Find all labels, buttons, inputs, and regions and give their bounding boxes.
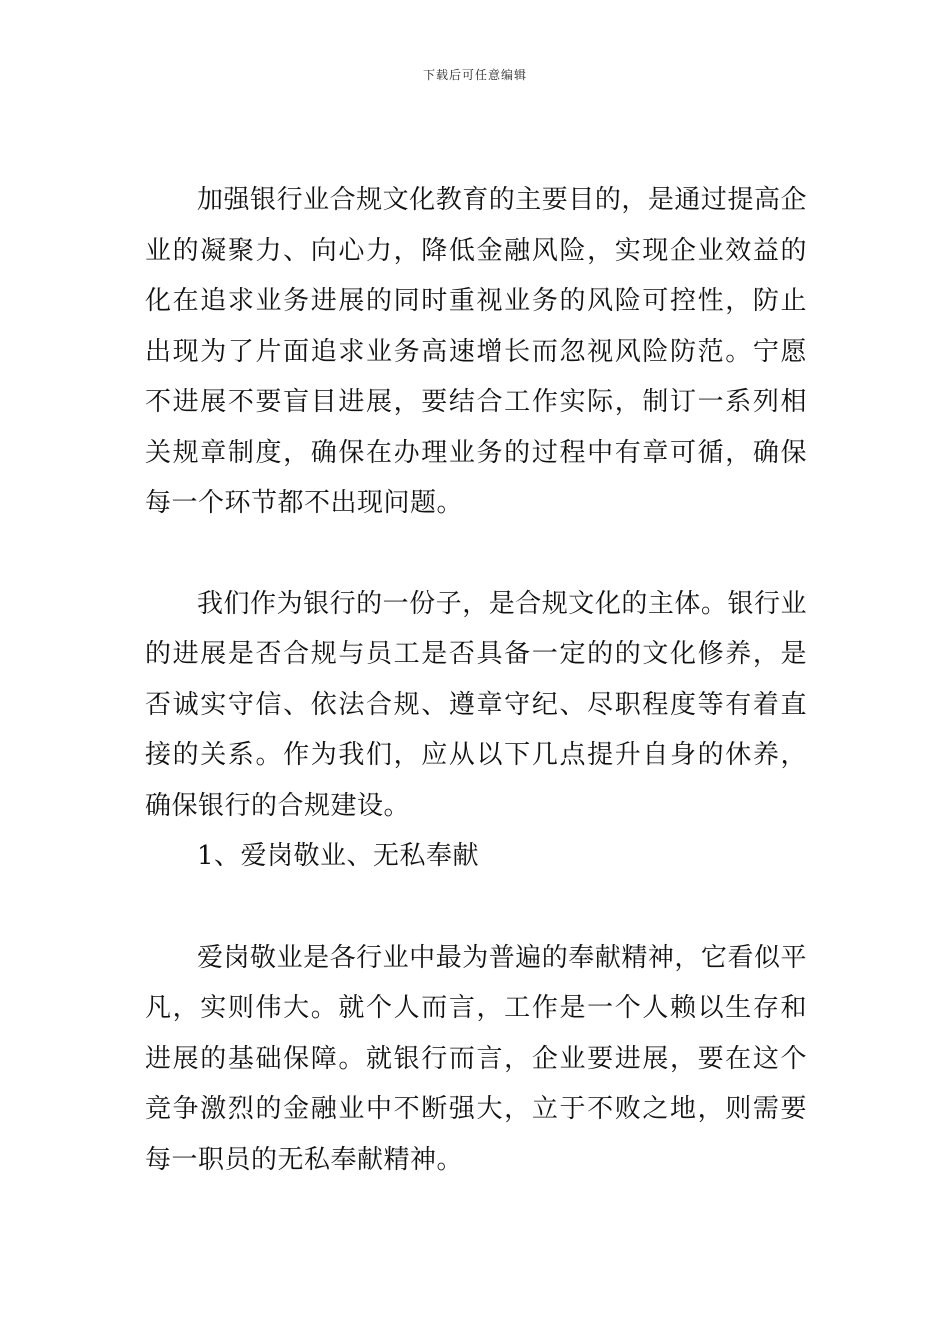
paragraph-dedication: 爱岗敬业是各行业中最为普遍的奉献精神，它看似平凡，实则伟大。就个人而言，工作是一个人赖以生存和进展的基础保障。就银行而言，企业要进展，要在这个竞争激烈的金融业中不断强大，立于不败之地，则需要每一职员的无私奉献精神。 — [145, 942, 807, 1175]
paragraph-compliance-purpose: 加强银行业合规文化教育的主要目的，是通过提高企业的凝聚力、向心力，降低金融风险，实现企业效益的化在追求业务进展的同时重视业务的风险可控性，防止出现为了片面追求业务高速增长而忽视风险防范。宁愿不进展不要盲目进展，要结合工作实际，制订一系列相关规章制度，确保在办理业务的过程中有章可循，确保每一个环节都不出现问题。 — [145, 185, 807, 518]
paragraph-employee-role: 我们作为银行的一份子，是合规文化的主体。银行业的进展是否合规与员工是否具备一定的的文化修养，是否诚实守信、依法合规、遵章守纪、尽职程度等有着直接的关系。作为我们，应从以下几点提升自身的休养，确保银行的合规建设。 — [145, 588, 807, 821]
section-heading: 1、爱岗敬业、无私奉献 — [197, 841, 480, 871]
header-note: 下载后可任意编辑 — [422, 68, 527, 82]
document-body — [145, 175, 807, 1185]
